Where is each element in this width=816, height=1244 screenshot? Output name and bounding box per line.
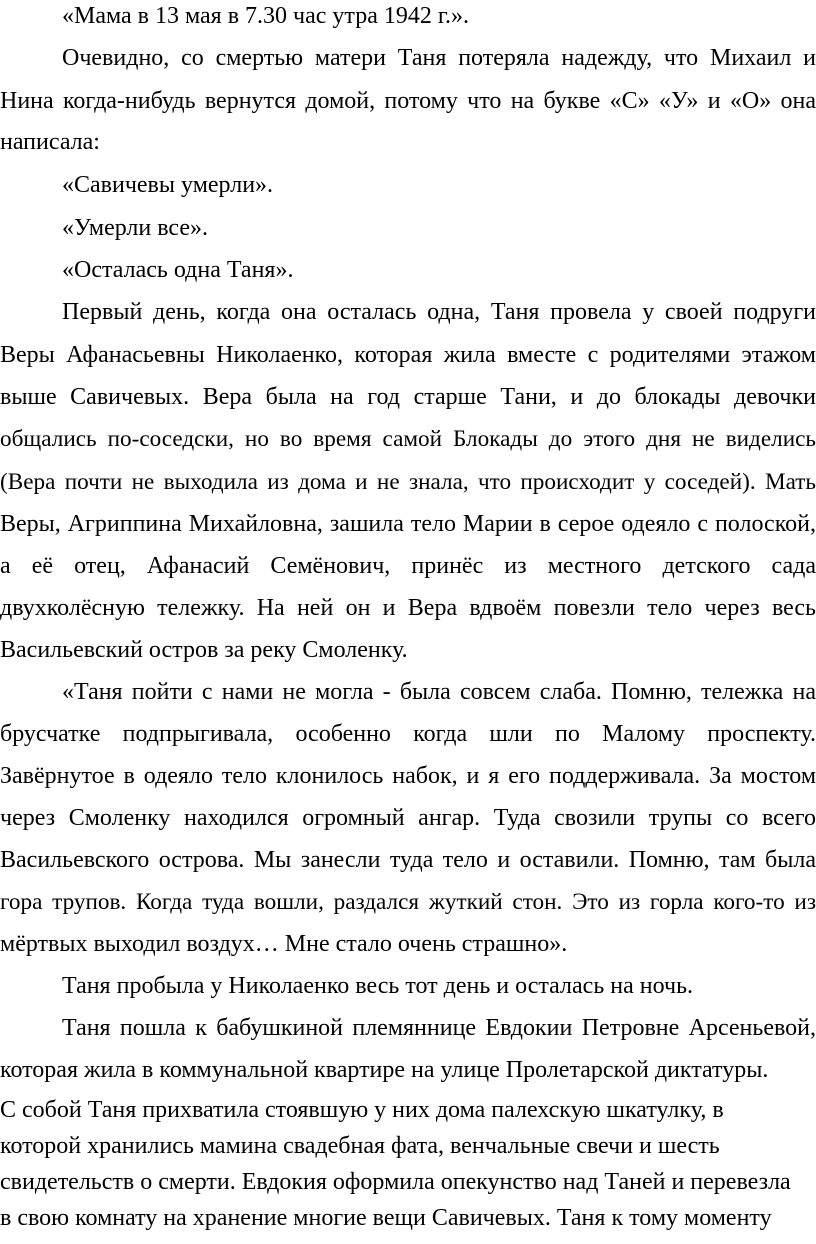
text-line: «Таня пойти с нами не могла - была совсем слаба. Помню, тележка на [62,679,816,705]
text-line: мёртвых выходил воздух… Мне стало очень страшно». [0,931,568,957]
text-line: Веры, Агриппина Михайловна, зашила тело Марии в серое одеяло с полоской, [0,511,816,537]
text-line: которой хранились мамина свадебная фата, венчальные свечи и шесть [0,1133,720,1159]
text-line: Очевидно, со смертью матери Таня потеряла надежду, что Михаил и [62,45,816,71]
text-line: брусчатке подпрыгивала, особенно когда шли по Малому проспекту. [0,721,816,747]
text-line: свидетельств о смерти. Евдокия оформила опекунство над Таней и перевезла [0,1169,791,1195]
text-line: которая жила в коммунальной квартире на улице Пролетарской диктатуры. [0,1057,769,1083]
text-line: «Умерли все». [62,215,209,241]
text-line: Таня пробыла у Николаенко весь тот день и осталась на ночь. [62,973,694,999]
text-line: Таня пошла к бабушкиной племяннице Евдокии Петровне Арсеньевой, [62,1015,816,1041]
text-line: (Вера почти не выходила из дома и не знала, что происходит у соседей). Мать [0,469,816,495]
text-line: «Мама в 13 мая в 7.30 час утра 1942 г.». [62,3,469,29]
text-line: Васильевский остров за реку Смоленку. [0,637,408,663]
text-line: гора трупов. Когда туда вошли, раздался жуткий стон. Это из горла кого-то из [0,889,816,915]
text-line: Завёрнутое в одеяло тело клонилось набок, и я его поддерживала. За мостом [0,763,816,789]
text-line: «Савичевы умерли». [62,172,274,198]
text-line: «Осталась одна Таня». [62,257,294,283]
text-line: выше Савичевых. Вера была на год старше Тани, и до блокады девочки [0,384,816,410]
text-line: общались по-соседски, но во время самой Блокады до этого дня не виделись [0,426,816,452]
text-line: а её отец, Афанасий Семёнович, принёс из местного детского сада [0,553,816,579]
text-line: Веры Афанасьевны Николаенко, которая жила вместе с родителями этажом [0,342,816,368]
text-line: Нина когда-нибудь вернутся домой, потому что на букве «С» «У» и «О» она [0,88,816,114]
text-line: Васильевского острова. Мы занесли туда тело и оставили. Помню, там была [0,847,816,873]
text-line: Первый день, когда она осталась одна, Таня провела у своей подруги [62,299,816,325]
text-line: двухколёсную тележку. На ней он и Вера вдвоём повезли тело через весь [0,595,816,621]
text-line: в свою комнату на хранение многие вещи Савичевых. Таня к тому моменту [0,1205,772,1231]
text-line: С собой Таня прихватила стоявшую у них дома палехскую шкатулку, в [0,1097,724,1123]
text-line: написала: [0,129,100,155]
text-line: через Смоленку находился огромный ангар. Туда свозили трупы со всего [0,805,816,831]
